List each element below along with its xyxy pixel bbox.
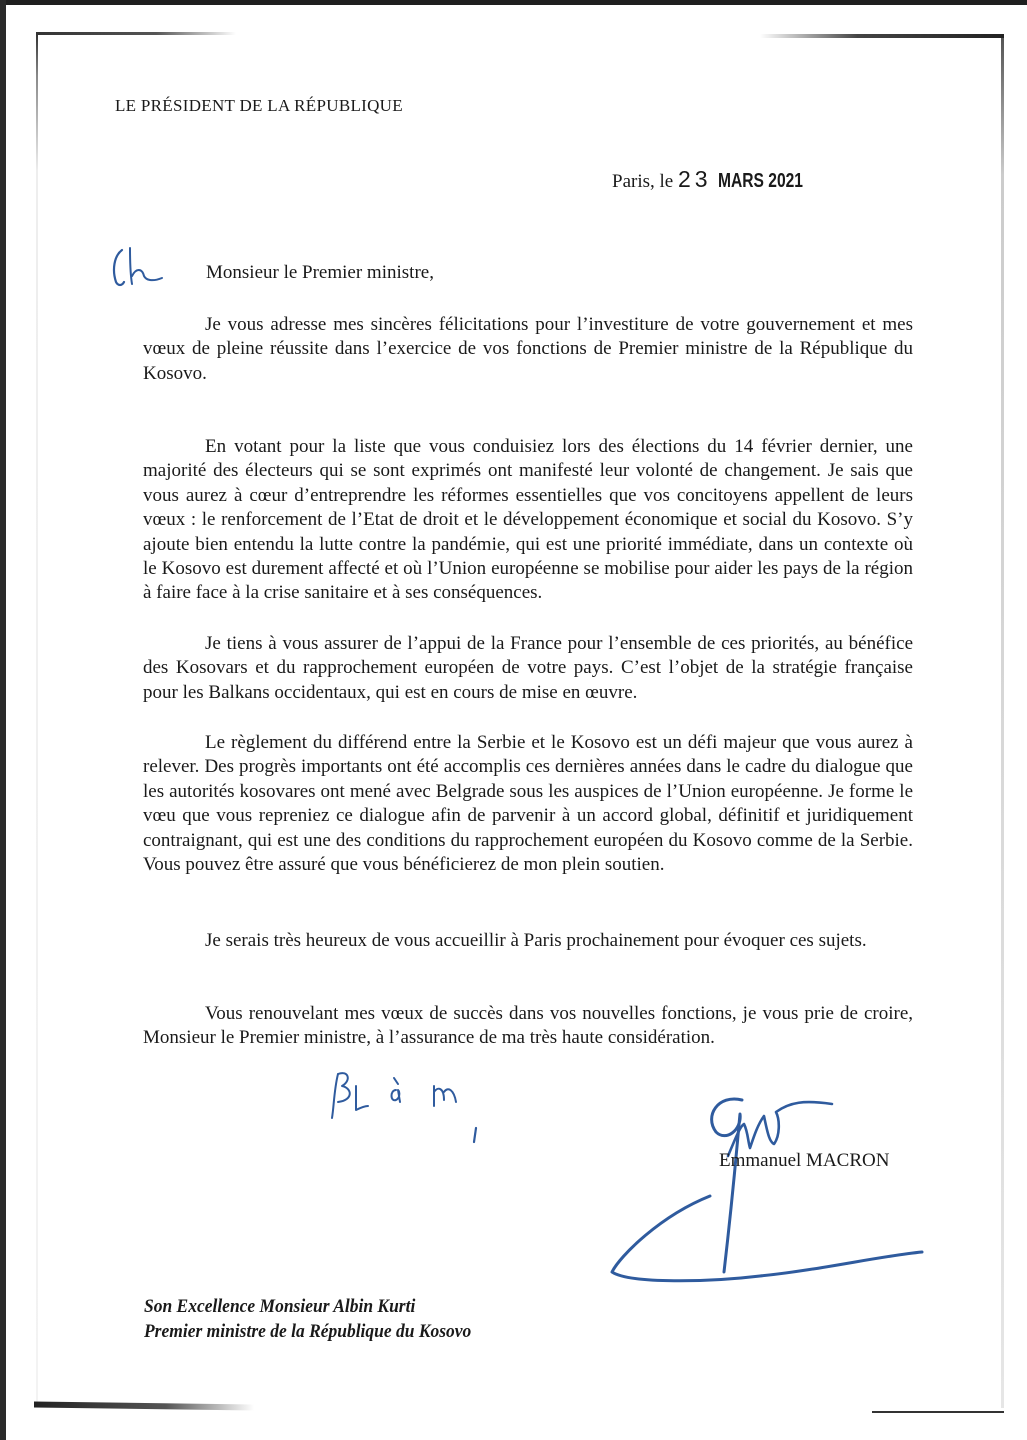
signer-name: Emmanuel MACRON [719,1150,890,1171]
scan-edge [872,1411,1004,1413]
signature [600,1086,930,1286]
salutation: Monsieur le Premier ministre, [206,262,434,283]
paragraph-france-support: Je tiens à vous assurer de l’appui de la France pour l’ensemble de ces priorités, au bénéfice des Kosovars et du rapprochement européen de votre pays. C’est l’objet de la stratégie française pour les Balkans occidentaux, qui est en cours de mise en œuvre. [143,633,913,703]
paragraph-closing: Vous renouvelant mes vœux de succès dans vos nouvelles fonctions, je vous prie de croire, Monsieur le Premier ministre, à l’assurance de ma très haute considération. [143,1003,913,1049]
recipient-position: Premier ministre de la République du Kosovo [144,1321,472,1342]
date-prefix: Paris, le [612,171,674,192]
paragraph-serbia-dialogue: Le règlement du différend entre la Serbie et le Kosovo est un défi majeur que vous aurez à relever. Des progrès importants ont été accomplis ces dernières années dans le cadre du dialogue que les autorités kosovares ont mené avec Belgrade sous les auspices de l’Union européenne. Je forme le vœu que vous repreniez ce dialogue afin de parvenir à un accord global, définitif et juridiquement contraignant, qui est une des conditions du rapprochement européen du Kosovo comme de la Serbie. Vous pouvez être assuré que vous bénéficierez de mon plein soutien. [143,732,913,876]
scan-edge [760,34,1004,38]
handwritten-closing [326,1066,496,1156]
paragraph-elections: En votant pour la liste que vous conduisiez lors des élections du 14 février dernier, une majorité des électeurs qui se sont exprimés ont manifesté leur volonté de changement. Je sais que vous aurez à cœur d’entreprendre les réformes essentielles que vos concitoyens appellent de leurs vœux : le renforcement de l’Etat de droit et le développement économique et social du Kosovo. S’y ajoute bien entendu la lutte contre la pandémie, qui est une priorité immédiate, dans un contexte où le Kosovo est durement affecté et où l’Union européenne se mobilise pour aider les pays de la région à faire face à la crise sanitaire et à ses conséquences. [143,436,913,604]
date-stamp-month-year: MARS 2021 [717,170,803,192]
paragraph-invitation: Je serais très heureux de vous accueillir à Paris prochainement pour évoquer ces sujets. [205,930,867,951]
scan-edge [36,32,236,35]
scan-edge [1001,38,1004,1408]
handwritten-salutation-mark [108,246,168,292]
letterhead: LE PRÉSIDENT DE LA RÉPUBLIQUE [115,96,403,115]
paragraph-congratulations: Je vous adresse mes sincères félicitations pour l’investiture de votre gouvernement et mes vœux de pleine réussite dans l’exercice de vos fonctions de Premier ministre de la République du Kosovo. [143,314,913,384]
recipient-block [144,1294,471,1344]
date-stamp-day: 23 [677,166,712,192]
date-line [612,166,827,193]
recipient-title: Son Excellence Monsieur Albin Kurti [144,1296,416,1317]
scan-edge [36,34,38,1404]
